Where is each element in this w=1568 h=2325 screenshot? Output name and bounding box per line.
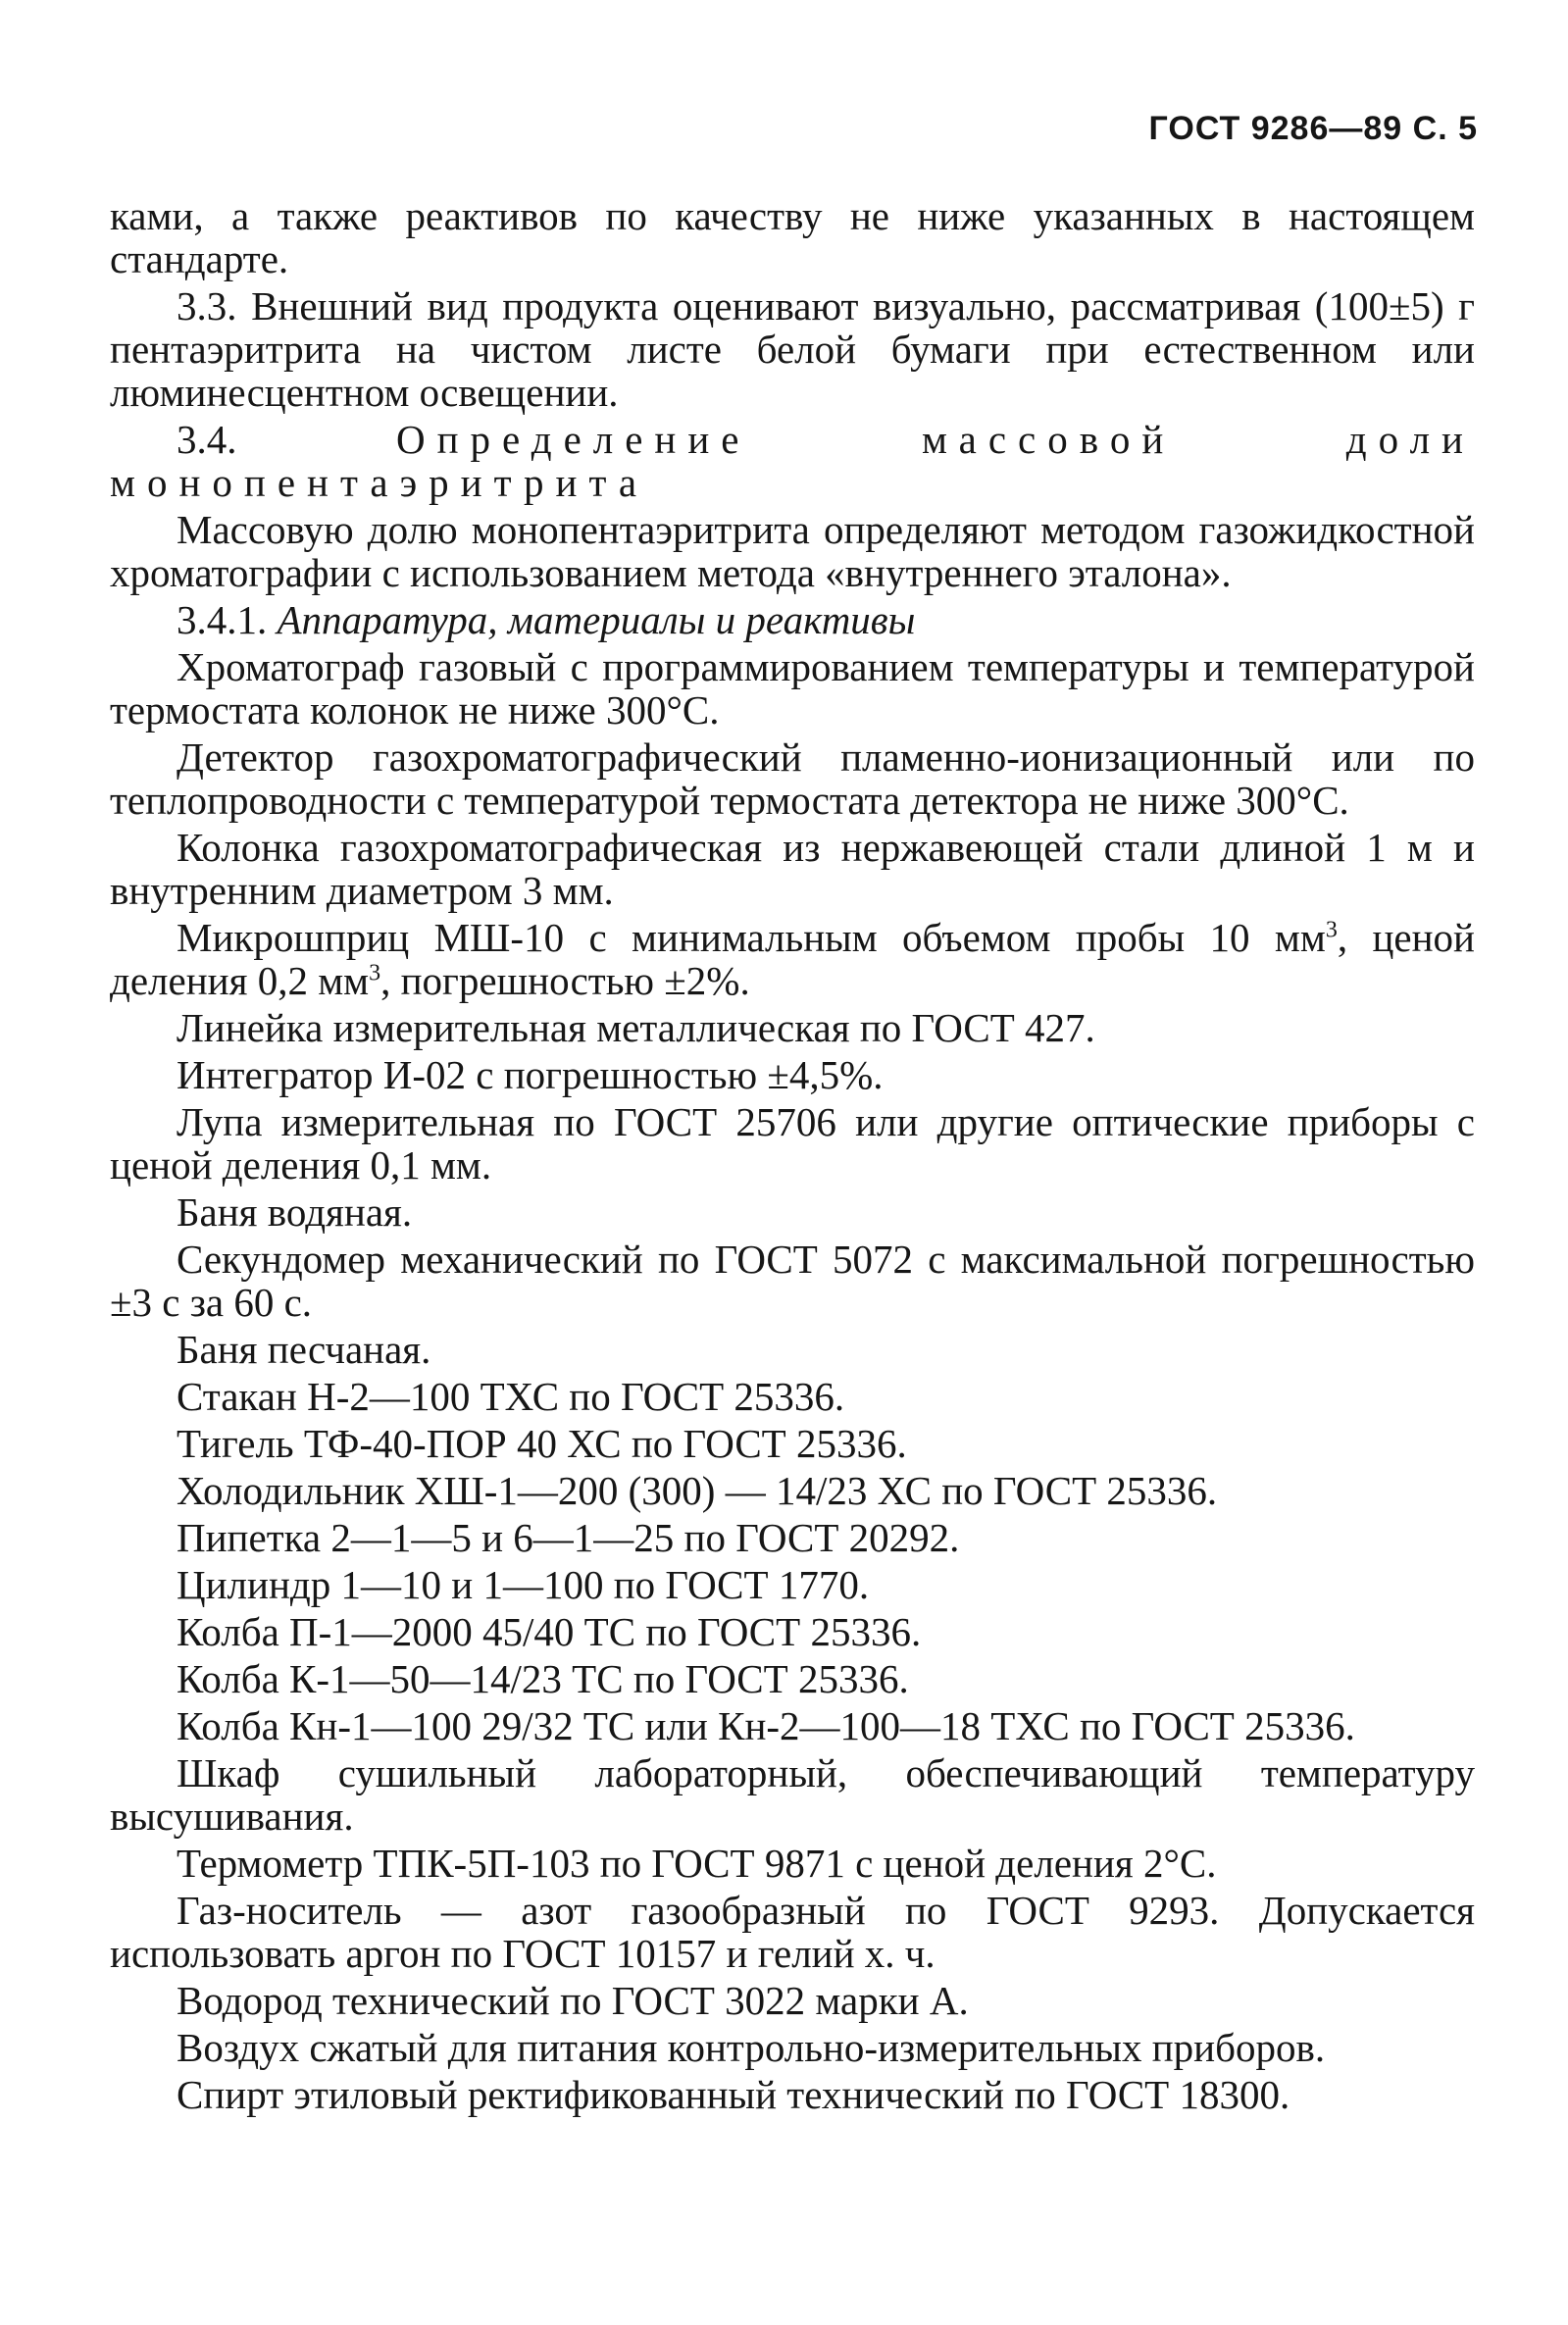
item-text: , погрешностью ±2%. [380, 958, 750, 1003]
page-header: ГОСТ 9286—89 С. 5 [1148, 110, 1478, 147]
section-3-4-1-heading [110, 598, 1475, 641]
equipment-item: Колонка газохроматографическая из нержавеющей стали длиной 1 м и внутренним диаметром 3 мм. [110, 825, 1475, 913]
equipment-item: Пипетка 2—1—5 и 6—1—25 по ГОСТ 20292. [177, 1515, 960, 1560]
superscript: 3 [1325, 917, 1338, 943]
item-text: Микрошприц МШ-10 с минимальным объемом пробы 10 мм [177, 915, 1326, 960]
paragraph-continuation: ками, а также реактивов по качеству не ниже указанных в настоящем стандарте. [110, 193, 1475, 281]
equipment-item: Тигель ТФ-40-ПОР 40 ХС по ГОСТ 25336. [177, 1421, 907, 1466]
section-title: Определение массовой доли монопентаэритрита [110, 417, 1475, 505]
equipment-item: Детектор газохроматографический пламенно-ионизационный или по теплопроводности с температурой термостата детектора не ниже 300°С. [110, 734, 1475, 823]
equipment-item: Хроматограф газовый с программированием температуры и температурой термостата колонок не ниже 300°С. [110, 644, 1475, 733]
equipment-item: Водород технический по ГОСТ 3022 марки А. [177, 1978, 969, 2023]
section-text: Внешний вид продукта оценивают визуально, рассматривая (100±5) г пентаэритрита на чистом листе белой бумаги при естественном или люминесцентном освещении. [110, 283, 1476, 415]
equipment-item: Баня песчаная. [177, 1327, 431, 1372]
equipment-item: Колба К-1—50—14/23 ТС по ГОСТ 25336. [177, 1656, 909, 1701]
equipment-item: Линейка измерительная металлическая по ГОСТ 427. [177, 1005, 1095, 1050]
section-number: 3.3. [177, 283, 237, 329]
section-3-4-heading [110, 418, 1475, 504]
equipment-item: Секундомер механический по ГОСТ 5072 с максимальной погрешностью ±3 с за 60 с. [110, 1237, 1475, 1325]
equipment-item: Газ-носитель — азот газообразный по ГОСТ 9293. Допускается использовать аргон по ГОСТ 10157 и гелий х. ч. [110, 1888, 1475, 1976]
section-3-3 [110, 284, 1475, 414]
section-number: 3.4. [177, 417, 237, 462]
equipment-item: Цилиндр 1—10 и 1—100 по ГОСТ 1770. [177, 1562, 870, 1607]
equipment-item: Термометр ТПК-5П-103 по ГОСТ 9871 с ценой деления 2°С. [177, 1841, 1217, 1886]
equipment-item [110, 916, 1475, 1002]
item-text: , ценой деления 0,2 мм [110, 915, 1475, 1003]
equipment-item: Стакан Н-2—100 ТХС по ГОСТ 25336. [177, 1374, 845, 1419]
section-3-4-text: Массовую долю монопентаэритрита определяют методом газожидкостной хроматографии с использованием метода «внутреннего эталона». [110, 507, 1475, 595]
equipment-item: Холодильник ХШ-1—200 (300) — 14/23 ХС по ГОСТ 25336. [177, 1468, 1218, 1513]
document-body [110, 194, 1475, 2120]
equipment-item: Воздух сжатый для питания контрольно-измерительных приборов. [177, 2025, 1326, 2070]
equipment-item: Колба П-1—2000 45/40 ТС по ГОСТ 25336. [177, 1609, 922, 1654]
equipment-item: Колба Кн-1—100 29/32 ТС или Кн-2—100—18 ТХС по ГОСТ 25336. [177, 1703, 1355, 1748]
equipment-item: Шкаф сушильный лабораторный, обеспечивающий температуру высушивания. [110, 1750, 1475, 1839]
equipment-item: Баня водяная. [177, 1189, 413, 1235]
equipment-item: Лупа измерительная по ГОСТ 25706 или другие оптические приборы с ценой деления 0,1 мм. [110, 1099, 1475, 1188]
section-number: 3.4.1. [177, 597, 268, 642]
section-title: Аппаратура, материалы и реактивы [277, 597, 916, 642]
superscript: 3 [369, 960, 381, 986]
equipment-item: Спирт этиловый ректификованный технический по ГОСТ 18300. [177, 2072, 1290, 2117]
equipment-item: Интегратор И-02 с погрешностью ±4,5%. [177, 1052, 884, 1097]
